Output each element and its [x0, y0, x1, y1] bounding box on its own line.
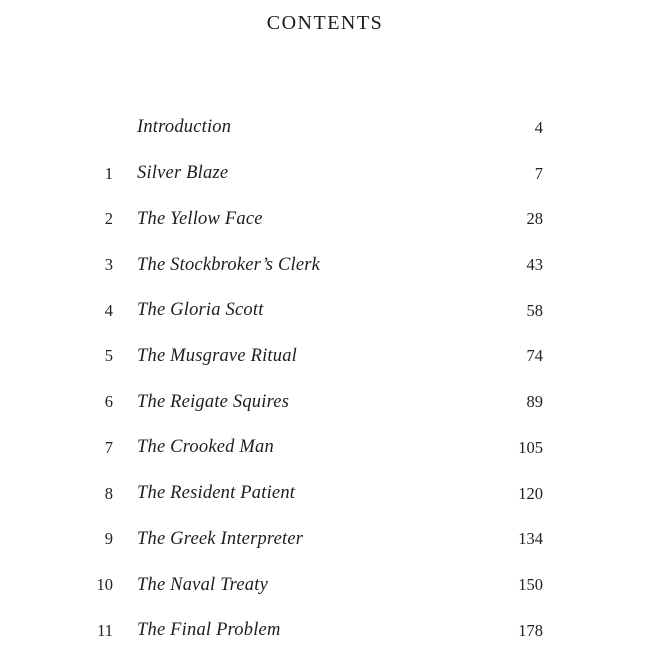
- chapter-title: Introduction: [137, 117, 232, 138]
- page-number: 134: [518, 529, 543, 549]
- page-number: 150: [518, 575, 543, 595]
- page-number: 7: [534, 163, 543, 183]
- chapter-title: The Musgrave Ritual: [137, 345, 298, 366]
- page-number: 28: [526, 209, 543, 229]
- chapter-number: 3: [104, 255, 113, 275]
- chapter-title: The Crooked Man: [137, 437, 274, 458]
- chapter-title: Silver Blaze: [137, 163, 229, 184]
- toc-row-reigate-squires: [0, 379, 543, 425]
- chapter-number: 7: [104, 437, 113, 457]
- chapter-title: The Greek Interpreter: [137, 528, 304, 549]
- toc-row-gloria-scott: [0, 288, 543, 334]
- page-number: 74: [526, 346, 543, 366]
- page-number: 4: [534, 117, 543, 137]
- chapter-title: The Naval Treaty: [137, 574, 268, 595]
- chapter-number: 10: [96, 575, 113, 595]
- toc-row-naval-treaty: [0, 562, 543, 608]
- toc-row-introduction: [0, 105, 543, 151]
- chapter-number: 6: [104, 392, 113, 412]
- page-number: 105: [518, 437, 543, 457]
- toc-row-resident-patient: [0, 471, 543, 517]
- toc-row-stockbrokers-clerk: [0, 242, 543, 288]
- chapter-title: The Resident Patient: [137, 483, 296, 504]
- toc-row-final-problem: [0, 608, 543, 650]
- chapter-number: 11: [97, 620, 113, 640]
- page-number: 120: [518, 483, 543, 503]
- toc-row-yellow-face: [0, 196, 543, 242]
- chapter-title: The Final Problem: [137, 620, 281, 641]
- toc-row-silver-blaze: [0, 151, 543, 197]
- chapter-number: 5: [104, 346, 113, 366]
- chapter-title: The Gloria Scott: [137, 300, 264, 321]
- chapter-title: The Stockbroker’s Clerk: [137, 254, 321, 275]
- page-title: CONTENTS: [266, 12, 384, 34]
- toc-row-greek-interpreter: [0, 516, 543, 562]
- chapter-number: 2: [104, 209, 113, 229]
- toc-row-musgrave-ritual: [0, 334, 543, 380]
- page-number: 178: [518, 620, 543, 640]
- chapter-number: 9: [104, 529, 113, 549]
- chapter-number: 8: [104, 483, 113, 503]
- chapter-number: 1: [104, 163, 113, 183]
- page-number: 43: [526, 255, 543, 275]
- chapter-number: 4: [104, 300, 113, 320]
- chapter-title: The Yellow Face: [137, 208, 263, 229]
- table-of-contents: [0, 105, 543, 650]
- toc-row-crooked-man: [0, 425, 543, 471]
- chapter-title: The Reigate Squires: [137, 391, 290, 412]
- page-number: 89: [526, 392, 543, 412]
- page-number: 58: [526, 300, 543, 320]
